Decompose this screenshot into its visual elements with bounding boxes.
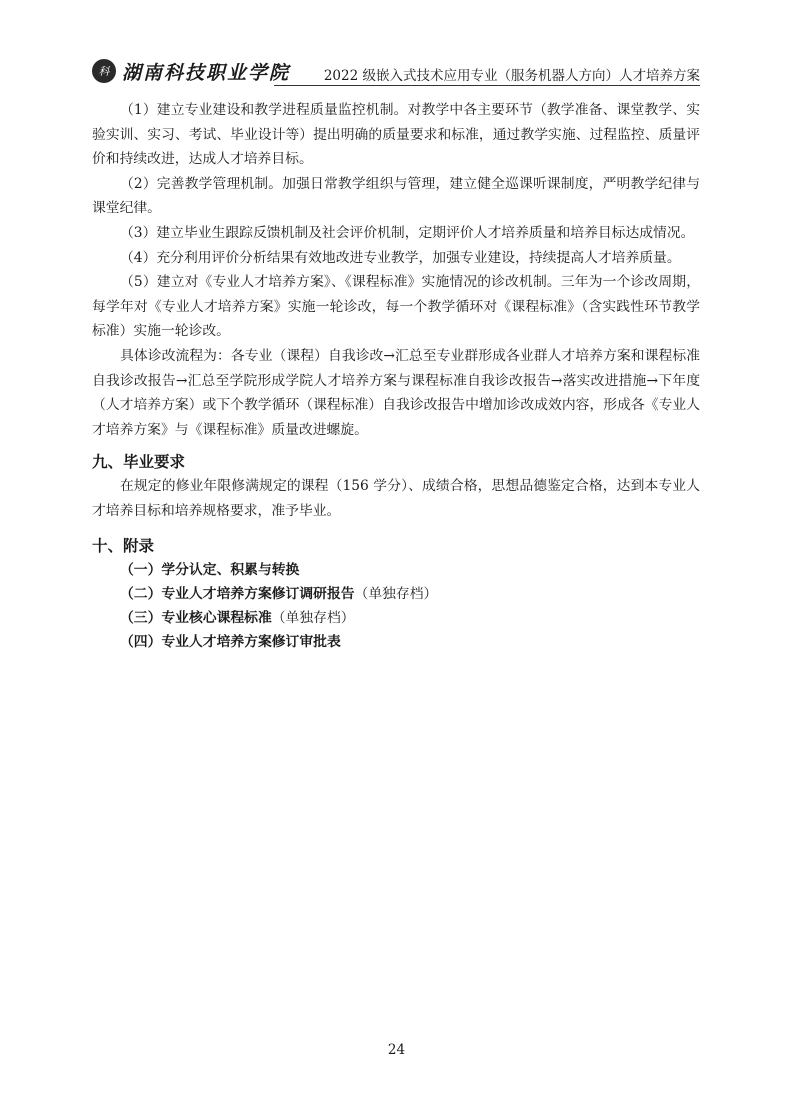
appendix-item-label: （四）专业人才培养方案修订审批表 [120,633,341,650]
header-divider [274,85,700,86]
document-title: 2022 级嵌入式技术应用专业（服务机器人方向）人才培养方案 [323,68,700,84]
section-10-heading: 十、附录 [92,536,155,555]
page-number: 24 [387,1042,406,1058]
college-logo [92,56,290,86]
appendix-item-label: （一）学分认定、积累与转换 [120,561,300,578]
paragraph-4: （4）充分利用评价分析结果有效地改进专业教学，加强专业建设，持续提高人才培养质量。 [120,249,681,266]
section-9-text: 在规定的修业年限修满规定的课程（156 学分）、成绩合格，思想品德鉴定合格，达到本专业人才培养目标和培养规格要求，准予毕业。 [92,478,700,519]
appendix-item [92,582,700,606]
paragraph-1: （1）建立专业建设和教学进程质量监控机制。对教学中各主要环节（教学准备、课堂教学、实验实训、实习、考试、毕业设计等）提出明确的质量要求和标准，通过教学实施、过程监控、质量评价和持续改进，达成人才培养目标。 [92,102,700,168]
appendix-item-label: （三）专业核心课程标准 [120,609,272,626]
paragraph-2: （2）完善教学管理机制。加强日常教学组织与管理，建立健全巡课听课制度，严明教学纪律与课堂纪律。 [92,175,700,217]
appendix-item-label: （二）专业人才培养方案修订调研报告 [120,585,355,602]
paragraph-process: 具体诊改流程为：各专业（课程）自我诊改→汇总至专业群形成各业群人才培养方案和课程标准自我诊改报告→汇总至学院形成学院人才培养方案与课程标准自我诊改报告→落实改进措施→下年度（人才培养方案）或下个教学循环（课程标准）自我诊改报告中增加诊改成效内容，形成各《专业人才培养方案》与《课程标准》质量改进螺旋。 [92,347,700,438]
appendix-item-note: （单独存档） [354,585,438,602]
appendix-item [92,630,700,654]
appendix-item [92,558,700,582]
paragraph-5: （5）建立对《专业人才培养方案》、《课程标准》实施情况的诊改机制。三年为一个诊改周期，每学年对《专业人才培养方案》实施一轮诊改，每一个教学循环对《课程标准》（含实践性环节教学标准）实施一轮诊改。 [92,274,700,340]
section-9-heading: 九、毕业要求 [92,453,186,472]
college-name-calligraphy: 湖南科技职业学院 [122,61,291,84]
appendix-item-note: （单独存档） [271,609,355,626]
appendix-item [92,606,700,630]
page-body [92,98,700,654]
college-seal-icon: 科 [92,59,116,83]
paragraph-3: （3）建立毕业生跟踪反馈机制及社会评价机制，定期评价人才培养质量和培养目标达成情况。 [120,224,695,241]
page-header [92,56,700,86]
